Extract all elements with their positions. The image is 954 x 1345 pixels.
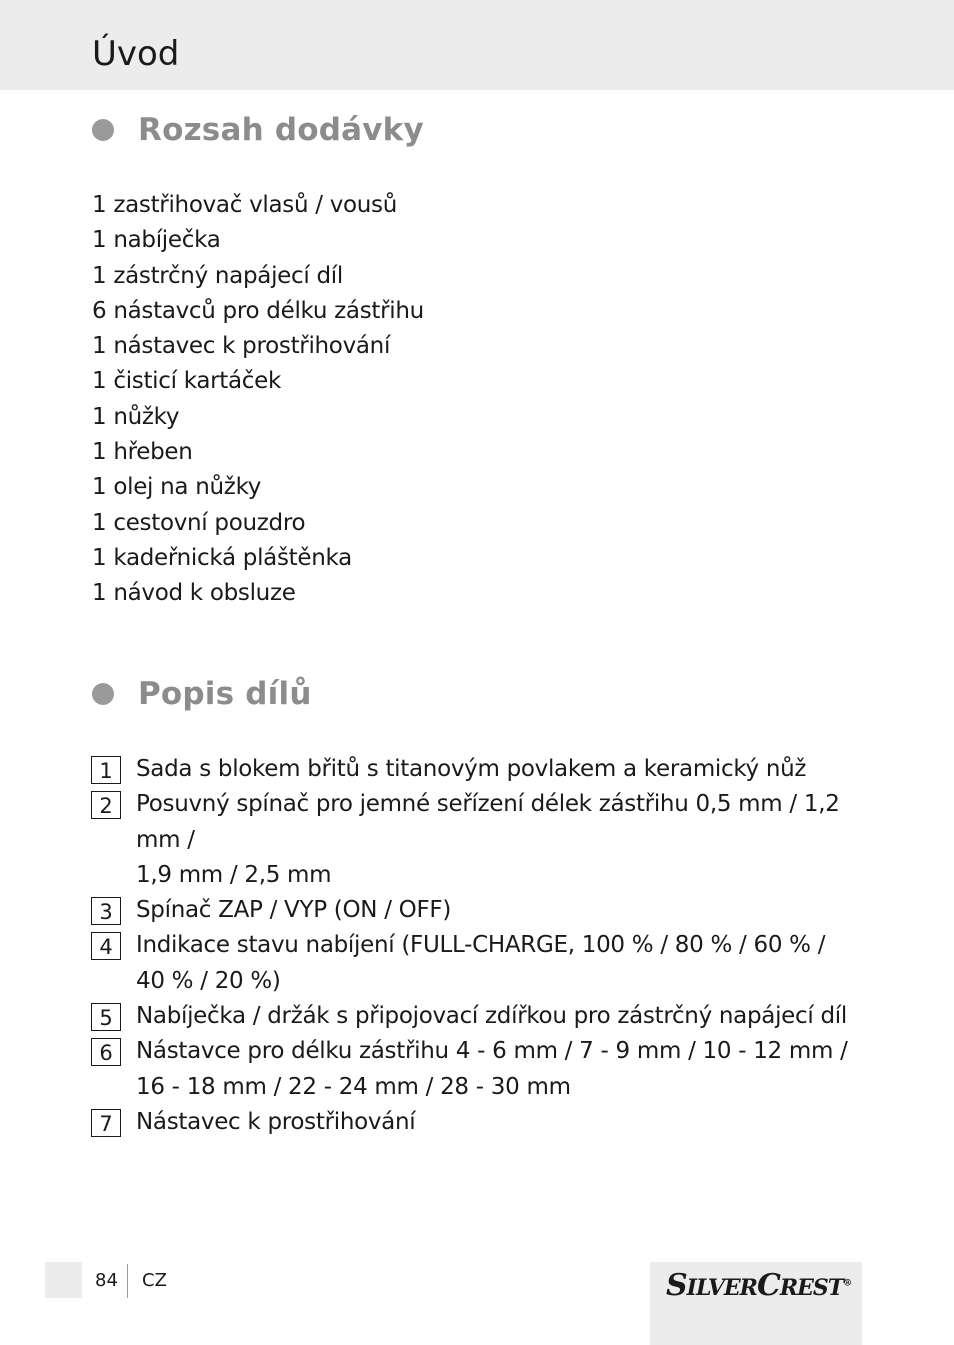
part-description: Nástavec k prostřihování bbox=[136, 1108, 416, 1135]
part-number: 4 bbox=[91, 932, 121, 960]
section-heading-parts bbox=[92, 676, 312, 712]
part-item bbox=[91, 1034, 881, 1105]
part-description: Spínač ZAP / VYP (ON / OFF) bbox=[136, 897, 452, 924]
part-description: Nástavce pro délku zástřihu 4 - 6 mm / 7 - 9 mm / 10 - 12 mm / 16 - 18 mm / 22 - 24 mm / 28 - 30 mm bbox=[136, 1038, 848, 1100]
list-item: 1 návod k obsluze bbox=[92, 580, 296, 607]
part-number: 7 bbox=[91, 1109, 121, 1137]
part-item bbox=[91, 752, 881, 787]
section-heading-supply bbox=[92, 112, 424, 148]
parts-list bbox=[91, 752, 881, 1140]
list-item: 1 nůžky bbox=[92, 403, 180, 430]
list-item: 6 nástavců pro délku zástřihu bbox=[92, 297, 424, 324]
list-item: 1 čisticí kartáček bbox=[92, 368, 282, 395]
part-item bbox=[91, 893, 881, 928]
section-title: Rozsah dodávky bbox=[138, 112, 424, 148]
page-title: Úvod bbox=[92, 34, 180, 74]
section-title: Popis dílů bbox=[138, 676, 312, 712]
part-number: 3 bbox=[91, 897, 121, 925]
footer-divider bbox=[127, 1264, 128, 1298]
part-description: Posuvný spínač pro jemné seřízení délek zástřihu 0,5 mm / 1,2 mm / 1,9 mm / 2,5 mm bbox=[136, 791, 840, 888]
part-item bbox=[91, 787, 881, 893]
list-item: 1 kadeřnická pláštěnka bbox=[92, 544, 352, 571]
list-item: 1 olej na nůžky bbox=[92, 474, 262, 501]
part-number: 1 bbox=[91, 756, 121, 784]
supply-list bbox=[92, 188, 424, 612]
part-number: 2 bbox=[91, 791, 121, 819]
part-item bbox=[91, 928, 881, 999]
part-description: Indikace stavu nabíjení (FULL-CHARGE, 100 % / 80 % / 60 % / 40 % / 20 %) bbox=[136, 932, 826, 994]
part-item bbox=[91, 999, 881, 1034]
part-number: 6 bbox=[91, 1038, 121, 1066]
brand-logo: SILVERCREST® bbox=[666, 1268, 852, 1303]
bullet-icon bbox=[92, 119, 114, 141]
language-code: CZ bbox=[142, 1270, 167, 1291]
bullet-icon bbox=[92, 683, 114, 705]
page-number: 84 bbox=[95, 1270, 118, 1291]
part-item bbox=[91, 1105, 881, 1140]
list-item: 1 cestovní pouzdro bbox=[92, 509, 306, 536]
list-item: 1 nástavec k prostřihování bbox=[92, 333, 391, 360]
part-description: Nabíječka / držák s připojovací zdířkou pro zástrčný napájecí díl bbox=[136, 1003, 847, 1030]
list-item: 1 zastřihovač vlasů / vousů bbox=[92, 192, 398, 218]
list-item: 1 hřeben bbox=[92, 439, 193, 466]
list-item: 1 nabíječka bbox=[92, 227, 221, 254]
list-item: 1 zástrčný napájecí díl bbox=[92, 262, 343, 289]
footer-marker bbox=[45, 1262, 82, 1298]
part-number: 5 bbox=[91, 1003, 121, 1031]
part-description: Sada s blokem břitů s titanovým povlakem a keramický nůž bbox=[136, 756, 807, 782]
